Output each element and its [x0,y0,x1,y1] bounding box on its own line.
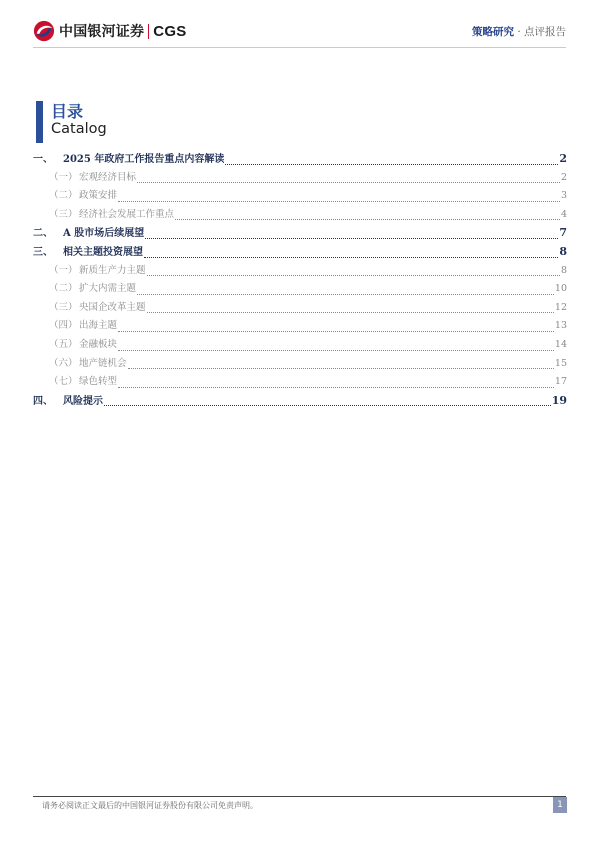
toc-leader-dots [104,393,551,406]
toc-entry-label: 相关主题投资展望 [63,246,143,258]
toc-entry-page: 19 [551,393,567,407]
toc-entry-label: A 股市场后续展望 [63,228,145,240]
toc-entry-page: 3 [560,190,567,202]
toc-leader-dots [175,207,560,220]
toc-entry[interactable] [33,243,567,262]
toc-entry-number: （一） [49,264,78,276]
toc-entry-label: 风险提示 [63,395,103,407]
toc-entry-label: 2025 年政府工作报告重点内容解读 [63,154,225,165]
toc-title: 目录 [51,102,84,121]
toc-entry-label: 新质生产力主题 [79,264,146,276]
cgs-swirl-logo-icon [33,20,55,42]
toc-entry[interactable] [33,206,567,225]
toc-entry[interactable] [33,262,567,281]
toc-entry-label: 绿色转型 [79,376,118,388]
toc-entry-page: 17 [554,376,567,388]
toc-entry-number: （二） [49,283,78,295]
toc-accent-bar [36,101,43,143]
header-divider [33,47,566,48]
toc-entry[interactable] [33,355,567,374]
toc-entry-number: （七） [49,376,78,388]
toc-leader-dots [118,189,560,202]
toc-entry-page: 7 [559,226,567,240]
toc-entry-number: （六） [49,357,78,369]
table-of-contents [33,150,567,410]
toc-entry[interactable] [33,150,567,169]
toc-entry-label: 地产链机会 [79,357,127,369]
toc-entry-label: 宏观经济目标 [79,171,137,183]
page-header [0,0,595,50]
toc-leader-dots [118,375,554,388]
toc-entry[interactable] [33,224,567,243]
category-separator: · [517,26,521,38]
toc-entry-number: （五） [49,338,78,350]
brand-name-cn: 中国银河证券 [59,24,145,40]
report-type-label: 点评报告 [524,26,566,38]
toc-entry-number: 四、 [33,395,53,407]
toc-entry-label: 金融板块 [79,338,118,350]
toc-leader-dots [147,300,554,313]
toc-entry-page: 2 [559,152,567,165]
toc-entry-page: 13 [554,320,567,332]
toc-leader-dots [137,282,554,295]
toc-entry-page: 8 [560,264,567,276]
toc-entry-page: 12 [554,301,567,313]
toc-entry-page: 10 [554,283,567,295]
toc-leader-dots [118,338,554,351]
toc-leader-dots [145,226,558,239]
toc-leader-dots [128,356,554,369]
toc-leader-dots [118,319,554,332]
toc-entry[interactable] [33,280,567,299]
toc-entry-page: 2 [560,171,567,183]
toc-entry[interactable] [33,336,567,355]
toc-entry-page: 8 [559,244,567,258]
toc-entry-label: 经济社会发展工作重点 [79,208,175,220]
brand-name-en: CGS [153,22,187,40]
toc-entry[interactable] [33,373,567,392]
toc-entry-label: 扩大内需主题 [79,283,137,295]
toc-entry[interactable] [33,299,567,318]
toc-entry-label: 央国企改革主题 [79,301,146,313]
toc-leader-dots [137,170,560,183]
toc-entry[interactable] [33,187,567,206]
toc-entry-number: 三、 [33,246,53,258]
footer-disclaimer: 请务必阅读正文最后的中国银河证券股份有限公司免责声明。 [42,801,258,810]
toc-entry-number: （四） [49,320,78,332]
brand-logo [33,20,187,42]
page-number: 1 [553,797,567,813]
brand-divider [148,24,149,39]
toc-subtitle: Catalog [51,121,107,137]
toc-entry-number: （一） [49,171,78,183]
toc-entry-label: 政策安排 [79,190,118,202]
toc-leader-dots [225,152,558,165]
category-label: 策略研究 [471,26,514,38]
toc-entry-label: 出海主题 [79,320,118,332]
toc-entry[interactable] [33,392,567,411]
toc-leader-dots [144,245,558,258]
toc-entry-number: （三） [49,301,78,313]
toc-entry-number: 二、 [33,228,53,240]
toc-entry-page: 15 [554,357,567,369]
report-category [472,24,566,39]
toc-entry-page: 14 [554,338,567,350]
toc-entry[interactable] [33,169,567,188]
toc-leader-dots [147,263,560,276]
toc-entry[interactable] [33,317,567,336]
toc-entry-page: 4 [560,208,567,220]
toc-entry-number: 一、 [33,154,53,165]
toc-entry-number: （三） [49,208,78,220]
toc-entry-number: （二） [49,190,78,202]
footer-divider [33,796,566,797]
